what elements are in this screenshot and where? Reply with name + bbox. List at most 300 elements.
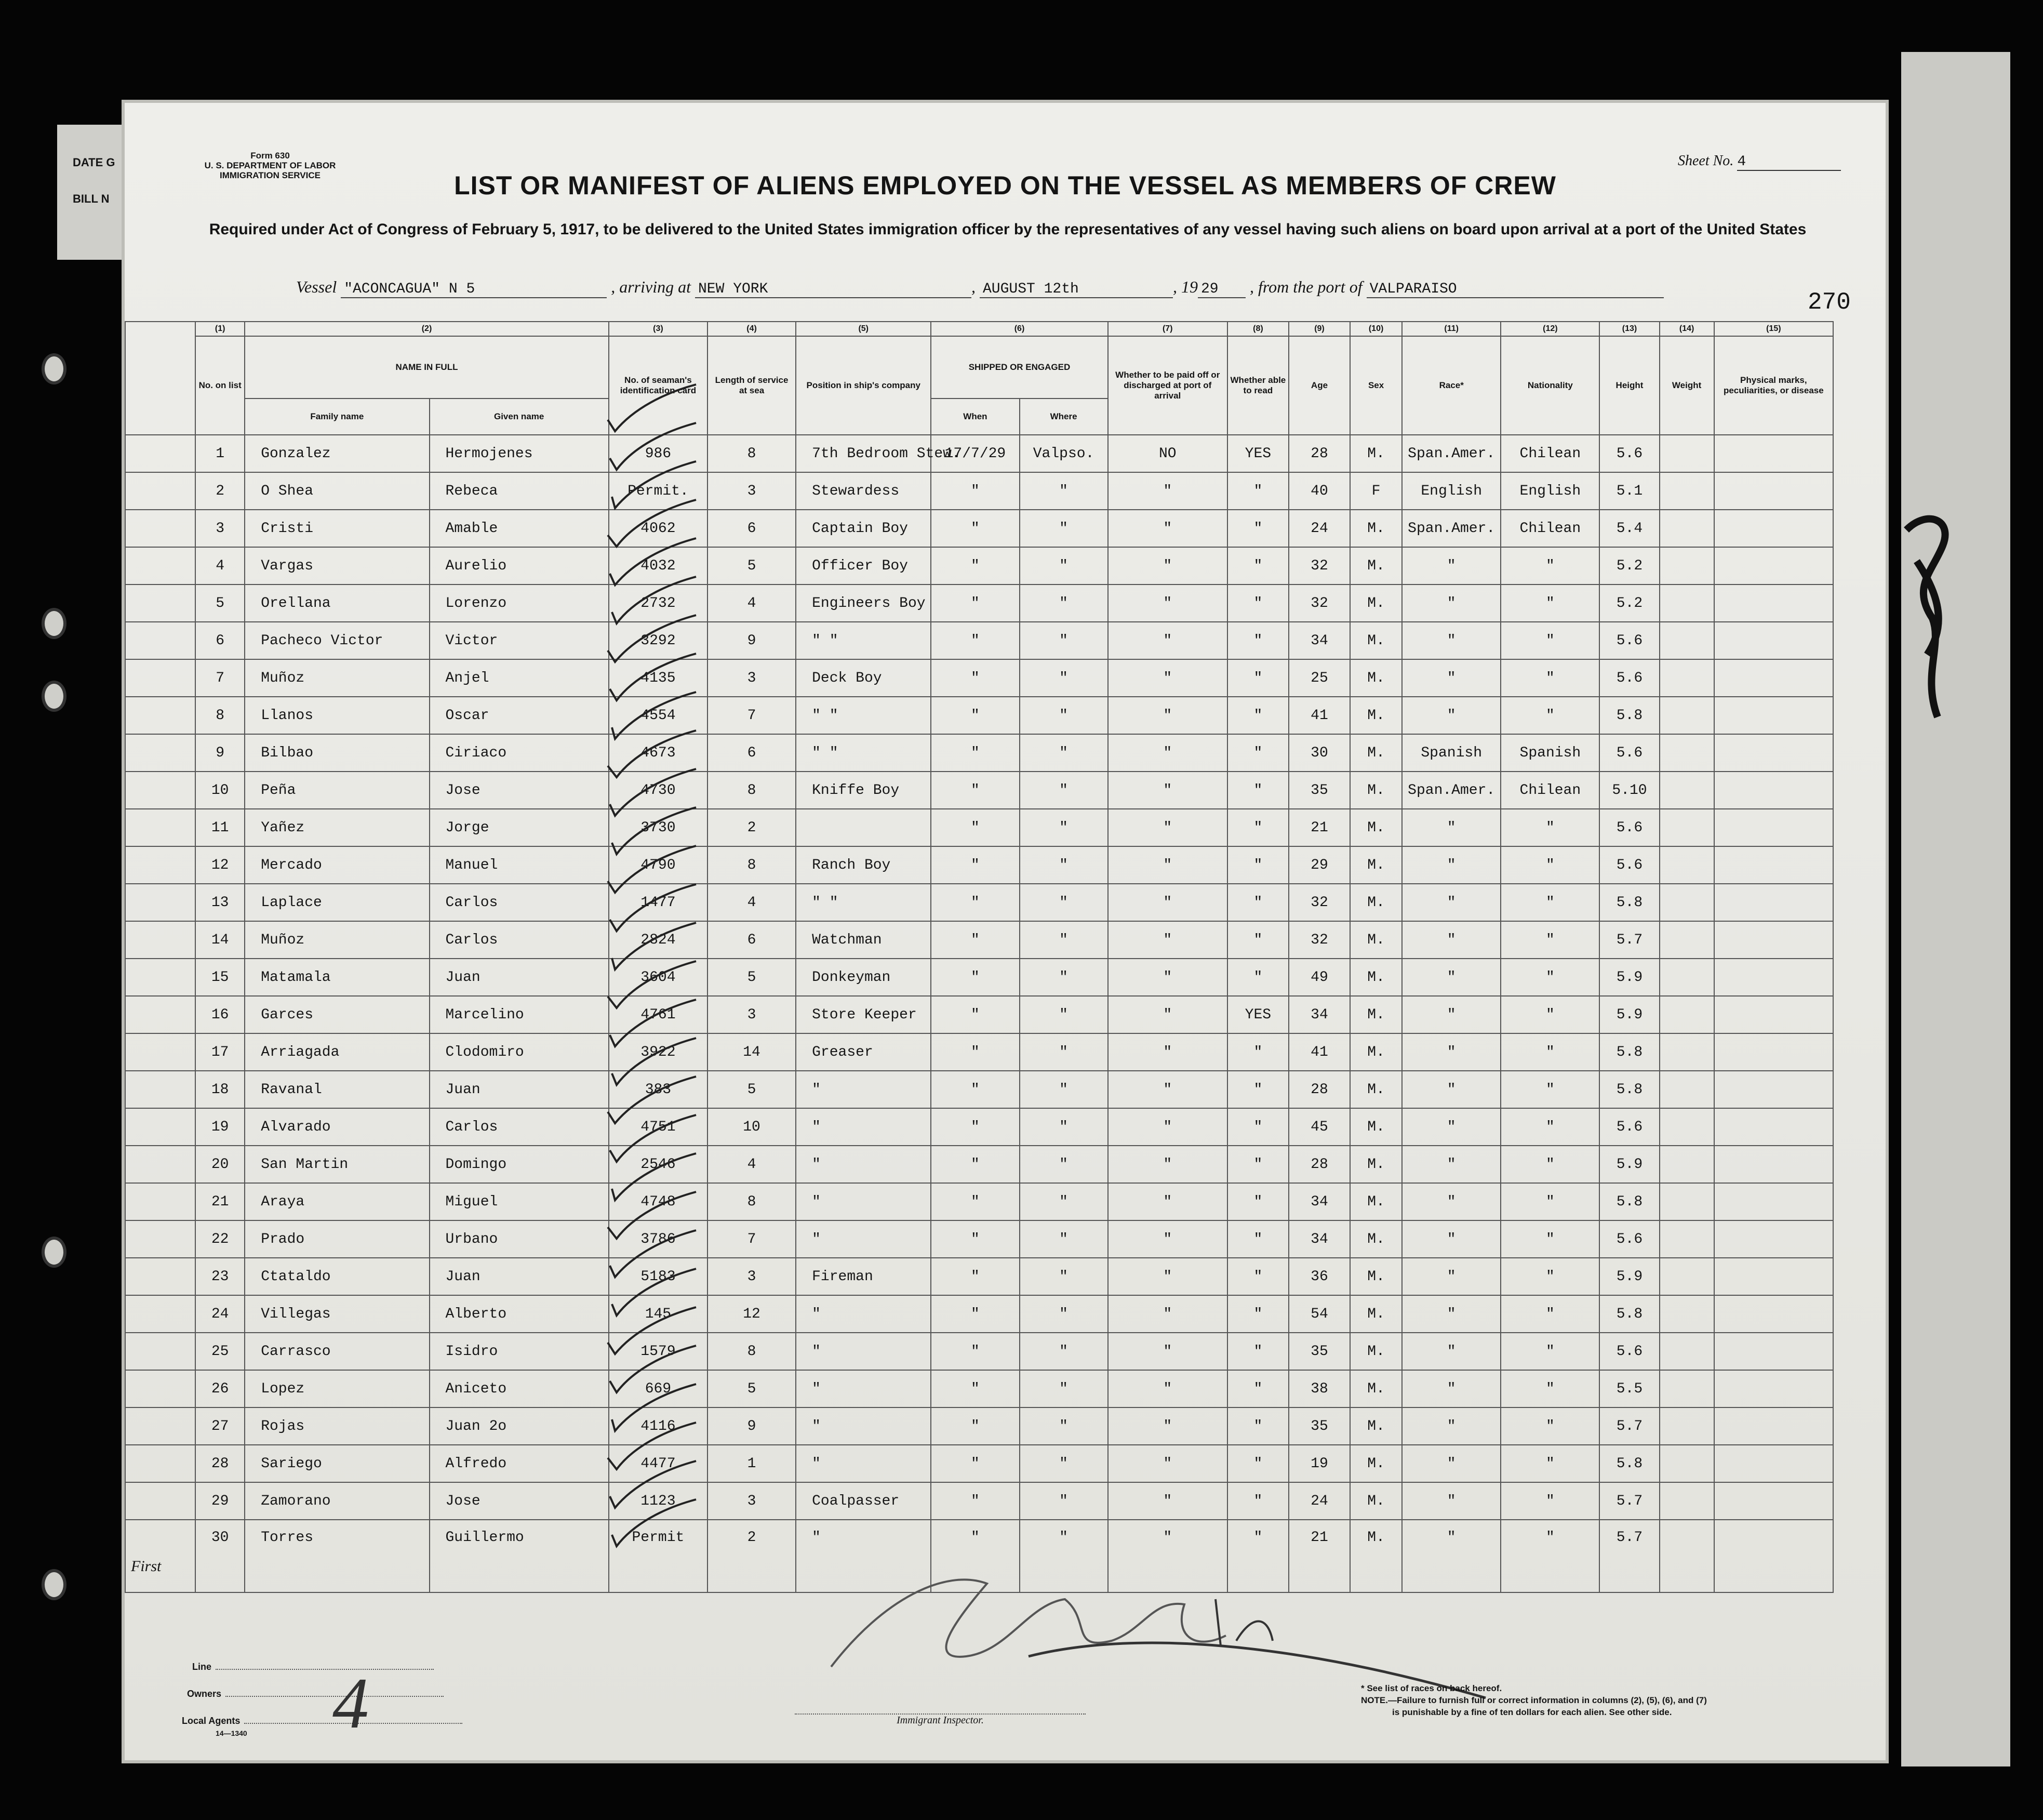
check-mark xyxy=(608,1192,696,1239)
footnote-penalty: NOTE.—Failure to furnish full or correct information in columns (2), (5), (6), and (7) xyxy=(1361,1695,1707,1705)
cell-service-years: 14 xyxy=(707,1033,796,1071)
table-row xyxy=(125,884,1833,921)
cell-height: 5.6 xyxy=(1599,659,1659,697)
cell-physical-marks xyxy=(1714,584,1833,622)
cell-shipped-where: " xyxy=(1020,659,1108,697)
cell-list-number: 27 xyxy=(195,1407,245,1445)
cell-shipped-when: " xyxy=(931,1407,1019,1445)
cell-paid-off: " xyxy=(1108,959,1227,996)
cell-paid-off: " xyxy=(1108,584,1227,622)
cell-list-number: 16 xyxy=(195,996,245,1033)
cell-family-name: Peña xyxy=(245,772,429,809)
check-mark xyxy=(612,1153,696,1200)
table-row xyxy=(125,1183,1833,1220)
cell-shipped-when: " xyxy=(931,584,1019,622)
table-row xyxy=(125,809,1833,846)
cell-given-name: Guillermo xyxy=(430,1520,609,1592)
cell-nationality: " xyxy=(1501,1033,1599,1071)
cell-physical-marks xyxy=(1714,547,1833,584)
cell-weight xyxy=(1660,1146,1714,1183)
cell-list-number: 15 xyxy=(195,959,245,996)
cell-list-number: 28 xyxy=(195,1445,245,1482)
cell-id-card: 4730 xyxy=(609,772,707,809)
cell-given-name: Jose xyxy=(430,1482,609,1520)
table-row xyxy=(125,1445,1833,1482)
cell-service-years: 5 xyxy=(707,547,796,584)
cell-position: Captain Boy xyxy=(796,510,931,547)
cell-shipped-when: " xyxy=(931,1445,1019,1482)
cell-physical-marks xyxy=(1714,435,1833,472)
cell-family-name: Zamorano xyxy=(245,1482,429,1520)
cell-list-number: 9 xyxy=(195,734,245,772)
cell-weight xyxy=(1660,809,1714,846)
cell-shipped-where: " xyxy=(1020,1520,1108,1592)
row-checkbox-cell xyxy=(125,846,195,884)
cell-race: " xyxy=(1402,884,1501,921)
sheet-value: 4 xyxy=(1737,154,1841,171)
cell-list-number: 7 xyxy=(195,659,245,697)
vessel-line: Vessel "ACONCAGUA" N 5 , arriving at NEW YORK , AUGUST 12th , 19 29 , from the port of VALPARAISO xyxy=(296,277,1664,298)
check-mark xyxy=(610,1461,696,1508)
cell-sex: M. xyxy=(1350,884,1402,921)
cell-nationality: English xyxy=(1501,472,1599,510)
cell-family-name: Matamala xyxy=(245,959,429,996)
cell-paid-off: " xyxy=(1108,1333,1227,1370)
row-checkbox-cell xyxy=(125,921,195,959)
cell-nationality: " xyxy=(1501,1407,1599,1445)
cell-shipped-when: " xyxy=(931,959,1019,996)
cell-age: 28 xyxy=(1289,1071,1350,1108)
cell-able-to-read: " xyxy=(1227,1295,1289,1333)
cell-nationality: " xyxy=(1501,1258,1599,1295)
cell-weight xyxy=(1660,996,1714,1033)
cell-race: " xyxy=(1402,547,1501,584)
cell-weight xyxy=(1660,846,1714,884)
arrival-port: NEW YORK xyxy=(695,281,971,298)
margin-note: First xyxy=(131,1558,162,1575)
cell-height: 5.8 xyxy=(1599,1295,1659,1333)
cell-weight xyxy=(1660,1482,1714,1520)
cell-given-name: Ciriaco xyxy=(430,734,609,772)
cell-id-card: 4477 xyxy=(609,1445,707,1482)
row-checkbox-cell xyxy=(125,1220,195,1258)
cell-family-name: Muñoz xyxy=(245,921,429,959)
cell-service-years: 5 xyxy=(707,1071,796,1108)
cell-position: " xyxy=(796,1295,931,1333)
cell-nationality: " xyxy=(1501,622,1599,659)
cell-service-years: 4 xyxy=(707,1146,796,1183)
cell-position: Donkeyman xyxy=(796,959,931,996)
handwritten-scribble xyxy=(1891,499,1969,759)
check-mark xyxy=(612,577,696,623)
check-mark xyxy=(610,1346,696,1392)
cell-age: 28 xyxy=(1289,435,1350,472)
cell-age: 34 xyxy=(1289,996,1350,1033)
cell-given-name: Juan 2o xyxy=(430,1407,609,1445)
cell-service-years: 10 xyxy=(707,1108,796,1146)
cell-shipped-where: " xyxy=(1020,1183,1108,1220)
cell-nationality: " xyxy=(1501,1295,1599,1333)
cell-physical-marks xyxy=(1714,510,1833,547)
cell-family-name: Pacheco Victor xyxy=(245,622,429,659)
cell-weight xyxy=(1660,1333,1714,1370)
cell-given-name: Amable xyxy=(430,510,609,547)
cell-shipped-when: " xyxy=(931,1108,1019,1146)
cell-nationality: " xyxy=(1501,959,1599,996)
cell-paid-off: " xyxy=(1108,921,1227,959)
cell-paid-off: " xyxy=(1108,547,1227,584)
header-race: Race* xyxy=(1402,336,1501,435)
cell-weight xyxy=(1660,1183,1714,1220)
cell-shipped-when: " xyxy=(931,1183,1019,1220)
binder-hole xyxy=(42,608,66,639)
cell-given-name: Aurelio xyxy=(430,547,609,584)
cell-given-name: Urbano xyxy=(430,1220,609,1258)
check-mark xyxy=(612,1038,696,1085)
cell-able-to-read: " xyxy=(1227,472,1289,510)
cell-list-number: 3 xyxy=(195,510,245,547)
cell-service-years: 6 xyxy=(707,921,796,959)
cell-sex: M. xyxy=(1350,1220,1402,1258)
cell-paid-off: " xyxy=(1108,1370,1227,1407)
row-checkbox-cell xyxy=(125,1258,195,1295)
header-paid-off: Whether to be paid off or discharged at port of arrival xyxy=(1108,336,1227,435)
cell-physical-marks xyxy=(1714,659,1833,697)
cell-given-name: Rebeca xyxy=(430,472,609,510)
cell-shipped-where: " xyxy=(1020,1071,1108,1108)
cell-sex: M. xyxy=(1350,510,1402,547)
cell-position: " " xyxy=(796,884,931,921)
cell-race: " xyxy=(1402,1482,1501,1520)
cell-shipped-when: " xyxy=(931,1295,1019,1333)
cell-sex: M. xyxy=(1350,809,1402,846)
cell-nationality: Chilean xyxy=(1501,772,1599,809)
cell-age: 40 xyxy=(1289,472,1350,510)
cell-shipped-when: " xyxy=(931,1146,1019,1183)
cell-height: 5.6 xyxy=(1599,1108,1659,1146)
cell-able-to-read: YES xyxy=(1227,435,1289,472)
cell-list-number: 13 xyxy=(195,884,245,921)
cell-sex: M. xyxy=(1350,584,1402,622)
cell-nationality: " xyxy=(1501,1183,1599,1220)
cell-list-number: 23 xyxy=(195,1258,245,1295)
cell-paid-off: " xyxy=(1108,1033,1227,1071)
cell-height: 5.2 xyxy=(1599,584,1659,622)
cell-position: " xyxy=(796,1370,931,1407)
cell-sex: M. xyxy=(1350,734,1402,772)
cell-physical-marks xyxy=(1714,1482,1833,1520)
col-number-8: (8) xyxy=(1227,322,1289,336)
table-row xyxy=(125,547,1833,584)
cell-shipped-where: " xyxy=(1020,547,1108,584)
cell-shipped-when: " xyxy=(931,1033,1019,1071)
cell-nationality: " xyxy=(1501,1445,1599,1482)
table-row xyxy=(125,659,1833,697)
cell-list-number: 20 xyxy=(195,1146,245,1183)
cell-shipped-where: " xyxy=(1020,510,1108,547)
cell-able-to-read: " xyxy=(1227,1482,1289,1520)
cell-race: " xyxy=(1402,1370,1501,1407)
cell-given-name: Aniceto xyxy=(430,1370,609,1407)
cell-family-name: Lopez xyxy=(245,1370,429,1407)
table-row xyxy=(125,921,1833,959)
cell-able-to-read: " xyxy=(1227,510,1289,547)
form-number: Form 630 xyxy=(250,151,290,161)
cell-physical-marks xyxy=(1714,846,1833,884)
cell-shipped-where: " xyxy=(1020,1482,1108,1520)
cell-position: Ranch Boy xyxy=(796,846,931,884)
cell-service-years: 8 xyxy=(707,435,796,472)
cell-race: " xyxy=(1402,1407,1501,1445)
cell-shipped-where: " xyxy=(1020,1108,1108,1146)
cell-paid-off: " xyxy=(1108,1482,1227,1520)
cell-position: Deck Boy xyxy=(796,659,931,697)
col-number-14: (14) xyxy=(1660,322,1714,336)
cell-id-card: 4135 xyxy=(609,659,707,697)
cell-nationality: " xyxy=(1501,1482,1599,1520)
cell-able-to-read: " xyxy=(1227,547,1289,584)
cell-id-card: 4790 xyxy=(609,846,707,884)
cell-family-name: Llanos xyxy=(245,697,429,734)
cell-list-number: 4 xyxy=(195,547,245,584)
cell-position: Greaser xyxy=(796,1033,931,1071)
table-row xyxy=(125,510,1833,547)
cell-sex: M. xyxy=(1350,547,1402,584)
form-service: IMMIGRATION SERVICE xyxy=(220,170,321,180)
cell-able-to-read: " xyxy=(1227,622,1289,659)
footnote-penalty-cont: is punishable by a fine of ten dollars for each alien. See other side. xyxy=(1392,1707,1672,1717)
cell-position: Engineers Boy xyxy=(796,584,931,622)
cell-shipped-where: " xyxy=(1020,1258,1108,1295)
cell-able-to-read: " xyxy=(1227,1258,1289,1295)
cell-id-card: 4748 xyxy=(609,1183,707,1220)
cell-race: " xyxy=(1402,809,1501,846)
cell-physical-marks xyxy=(1714,1183,1833,1220)
cell-nationality: " xyxy=(1501,1333,1599,1370)
cell-nationality: " xyxy=(1501,846,1599,884)
cell-age: 24 xyxy=(1289,1482,1350,1520)
cell-id-card: 4032 xyxy=(609,547,707,584)
cell-height: 5.7 xyxy=(1599,1407,1659,1445)
cell-list-number: 30 xyxy=(195,1520,245,1592)
cell-height: 5.7 xyxy=(1599,921,1659,959)
cell-height: 5.7 xyxy=(1599,1482,1659,1520)
cell-able-to-read: " xyxy=(1227,1146,1289,1183)
table-row xyxy=(125,1071,1833,1108)
cell-age: 54 xyxy=(1289,1295,1350,1333)
header-name-in-full: NAME IN FULL xyxy=(245,336,609,398)
cell-physical-marks xyxy=(1714,1333,1833,1370)
cell-family-name: Arriagada xyxy=(245,1033,429,1071)
table-row xyxy=(125,472,1833,510)
row-checkbox-cell xyxy=(125,1407,195,1445)
cell-age: 35 xyxy=(1289,1407,1350,1445)
cell-physical-marks xyxy=(1714,1520,1833,1592)
check-mark xyxy=(610,538,696,585)
check-mark xyxy=(612,692,696,739)
cell-list-number: 8 xyxy=(195,697,245,734)
table-row xyxy=(125,1333,1833,1370)
binder-hole xyxy=(42,353,66,384)
cell-sex: M. xyxy=(1350,1482,1402,1520)
cell-given-name: Alberto xyxy=(430,1295,609,1333)
cell-sex: M. xyxy=(1350,846,1402,884)
cell-sex: M. xyxy=(1350,996,1402,1033)
cell-shipped-where: " xyxy=(1020,1445,1108,1482)
cell-id-card: 1579 xyxy=(609,1333,707,1370)
cell-weight xyxy=(1660,1258,1714,1295)
header-nationality: Nationality xyxy=(1501,336,1599,435)
cell-nationality: " xyxy=(1501,1370,1599,1407)
cell-family-name: Araya xyxy=(245,1183,429,1220)
cell-list-number: 19 xyxy=(195,1108,245,1146)
cell-nationality: Spanish xyxy=(1501,734,1599,772)
cell-height: 5.6 xyxy=(1599,846,1659,884)
vessel-label: Vessel xyxy=(296,277,337,296)
table-row xyxy=(125,1295,1833,1333)
cell-age: 41 xyxy=(1289,1033,1350,1071)
cell-paid-off: " xyxy=(1108,659,1227,697)
cell-shipped-where: " xyxy=(1020,772,1108,809)
cell-list-number: 22 xyxy=(195,1220,245,1258)
cell-able-to-read: " xyxy=(1227,1407,1289,1445)
col-number-13: (13) xyxy=(1599,322,1659,336)
row-checkbox-cell xyxy=(125,959,195,996)
cell-sex: M. xyxy=(1350,1071,1402,1108)
cell-paid-off: " xyxy=(1108,1220,1227,1258)
row-checkbox-cell xyxy=(125,547,195,584)
cell-shipped-where: " xyxy=(1020,1146,1108,1183)
cell-family-name: Prado xyxy=(245,1220,429,1258)
cell-weight xyxy=(1660,1071,1714,1108)
cell-position: " xyxy=(796,1445,931,1482)
cell-shipped-when: " xyxy=(931,772,1019,809)
cell-shipped-where: " xyxy=(1020,472,1108,510)
cell-race: " xyxy=(1402,1071,1501,1108)
cell-shipped-where: " xyxy=(1020,622,1108,659)
cell-able-to-read: " xyxy=(1227,584,1289,622)
cell-family-name: Rojas xyxy=(245,1407,429,1445)
cell-physical-marks xyxy=(1714,1407,1833,1445)
cell-shipped-where: " xyxy=(1020,584,1108,622)
cell-shipped-when: " xyxy=(931,510,1019,547)
cell-nationality: " xyxy=(1501,659,1599,697)
cell-able-to-read: " xyxy=(1227,772,1289,809)
table-row xyxy=(125,846,1833,884)
cell-able-to-read: " xyxy=(1227,1520,1289,1592)
cell-nationality: " xyxy=(1501,884,1599,921)
cell-age: 32 xyxy=(1289,547,1350,584)
cell-paid-off: " xyxy=(1108,996,1227,1033)
cell-physical-marks xyxy=(1714,809,1833,846)
cell-shipped-where: " xyxy=(1020,1295,1108,1333)
cell-race: " xyxy=(1402,1183,1501,1220)
cell-family-name: Carrasco xyxy=(245,1333,429,1370)
cell-position: Kniffe Boy xyxy=(796,772,931,809)
cell-service-years: 3 xyxy=(707,996,796,1033)
cell-paid-off: " xyxy=(1108,697,1227,734)
table-row xyxy=(125,959,1833,996)
cell-height: 5.8 xyxy=(1599,1183,1659,1220)
header-sex: Sex xyxy=(1350,336,1402,435)
cell-family-name: Orellana xyxy=(245,584,429,622)
cell-shipped-when: " xyxy=(931,697,1019,734)
cell-paid-off: " xyxy=(1108,472,1227,510)
cell-given-name: Manuel xyxy=(430,846,609,884)
cell-position: " " xyxy=(796,697,931,734)
cell-sex: M. xyxy=(1350,1445,1402,1482)
cell-shipped-where: " xyxy=(1020,1370,1108,1407)
cell-sex: M. xyxy=(1350,959,1402,996)
table-row xyxy=(125,734,1833,772)
cell-service-years: 1 xyxy=(707,1445,796,1482)
check-mark xyxy=(610,1000,696,1046)
cell-able-to-read: YES xyxy=(1227,996,1289,1033)
cell-physical-marks xyxy=(1714,1220,1833,1258)
cell-weight xyxy=(1660,884,1714,921)
table-row xyxy=(125,1033,1833,1071)
col-number-4: (4) xyxy=(707,322,796,336)
form-department: U. S. DEPARTMENT OF LABOR xyxy=(204,161,336,170)
cell-able-to-read: " xyxy=(1227,1370,1289,1407)
vessel-name: "ACONCAGUA" N 5 xyxy=(341,281,607,298)
cell-age: 21 xyxy=(1289,1520,1350,1592)
cell-age: 36 xyxy=(1289,1258,1350,1295)
cell-age: 38 xyxy=(1289,1370,1350,1407)
cell-shipped-when: " xyxy=(931,921,1019,959)
cell-race: " xyxy=(1402,697,1501,734)
cell-family-name: Gonzalez xyxy=(245,435,429,472)
cell-weight xyxy=(1660,584,1714,622)
check-mark xyxy=(610,769,696,816)
check-mark xyxy=(612,1269,696,1316)
underlying-sheet-edge xyxy=(1901,52,2010,1766)
cell-id-card: 2546 xyxy=(609,1146,707,1183)
cell-id-card: Permit. xyxy=(609,472,707,510)
cell-sex: M. xyxy=(1350,1146,1402,1183)
cell-race: " xyxy=(1402,1258,1501,1295)
row-checkbox-cell xyxy=(125,1445,195,1482)
cell-nationality: " xyxy=(1501,1071,1599,1108)
col-number-2: (2) xyxy=(245,322,609,336)
cell-able-to-read: " xyxy=(1227,884,1289,921)
cell-weight xyxy=(1660,510,1714,547)
cell-paid-off: " xyxy=(1108,884,1227,921)
cell-shipped-where: " xyxy=(1020,996,1108,1033)
inspector-label: Immigrant Inspector. xyxy=(795,1713,1086,1726)
cell-physical-marks xyxy=(1714,622,1833,659)
cell-shipped-where: " xyxy=(1020,697,1108,734)
check-mark xyxy=(608,730,696,777)
header-position: Position in ship's company xyxy=(796,336,931,435)
col-number-15: (15) xyxy=(1714,322,1833,336)
cell-given-name: Hermojenes xyxy=(430,435,609,472)
row-checkbox-cell xyxy=(125,1520,195,1592)
check-mark xyxy=(610,884,696,931)
cell-height: 5.6 xyxy=(1599,622,1659,659)
cell-age: 32 xyxy=(1289,884,1350,921)
cell-weight xyxy=(1660,435,1714,472)
cell-shipped-when: " xyxy=(931,884,1019,921)
cell-position: " xyxy=(796,1220,931,1258)
table-row xyxy=(125,622,1833,659)
cell-height: 5.8 xyxy=(1599,884,1659,921)
header-service-length: Length of service at sea xyxy=(707,336,796,435)
cell-given-name: Victor xyxy=(430,622,609,659)
table-row xyxy=(125,1258,1833,1295)
cell-weight xyxy=(1660,1295,1714,1333)
cell-id-card: 3922 xyxy=(609,1033,707,1071)
